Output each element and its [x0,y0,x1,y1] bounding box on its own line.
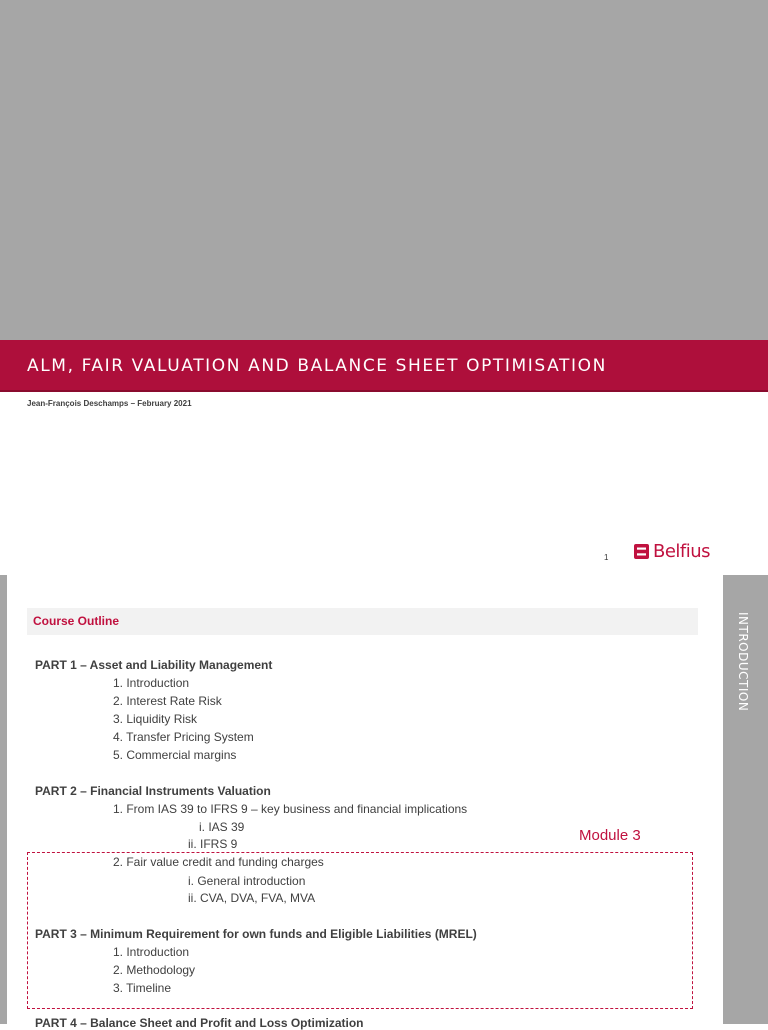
part1-item: 2. Interest Rate Risk [113,694,222,708]
part2-subitem: i. IAS 39 [199,820,245,834]
part3-item: 2. Methodology [113,963,196,977]
part2-subitem: ii. CVA, DVA, FVA, MVA [188,891,316,905]
part1-item: 4. Transfer Pricing System [113,730,254,744]
part1-title: PART 1 – Asset and Liability Management [35,658,273,672]
part2-subitem: i. General introduction [188,874,306,888]
part2-item: 1. From IAS 39 to IFRS 9 – key business and financial implications [113,802,468,816]
left-margin-bar [0,575,7,1024]
title-banner [0,340,768,392]
part2-subitem: ii. IFRS 9 [188,837,238,851]
page-number: 1 [604,553,609,562]
outline-slide [0,575,768,1030]
part3-title: PART 3 – Minimum Requirement for own funds and Eligible Liabilities (MREL) [35,927,477,941]
part4-title: PART 4 – Balance Sheet and Profit and Loss Optimization [35,1016,364,1030]
side-tab-label: INTRODUCTION [736,612,750,712]
part3-item: 1. Introduction [113,945,190,959]
outline-title: Course Outline [33,614,120,628]
module-label: Module 3 [579,827,641,844]
author-date: Jean-François Deschamps – February 2021 [27,399,192,408]
title-slide-header-area [0,0,768,340]
part3-item: 3. Timeline [113,981,172,995]
part1-item: 1. Introduction [113,676,190,690]
presentation-title: ALM, FAIR VALUATION AND BALANCE SHEET OPTIMISATION [27,356,607,376]
belfius-logo-icon [634,544,649,559]
part1-item: 3. Liquidity Risk [113,712,198,726]
part2-title: PART 2 – Financial Instruments Valuation [35,784,271,798]
outline-header [27,608,698,635]
part1-item: 5. Commercial margins [113,748,237,762]
part2-item: 2. Fair value credit and funding charges [113,855,324,869]
logo-text: Belfius [653,541,711,562]
